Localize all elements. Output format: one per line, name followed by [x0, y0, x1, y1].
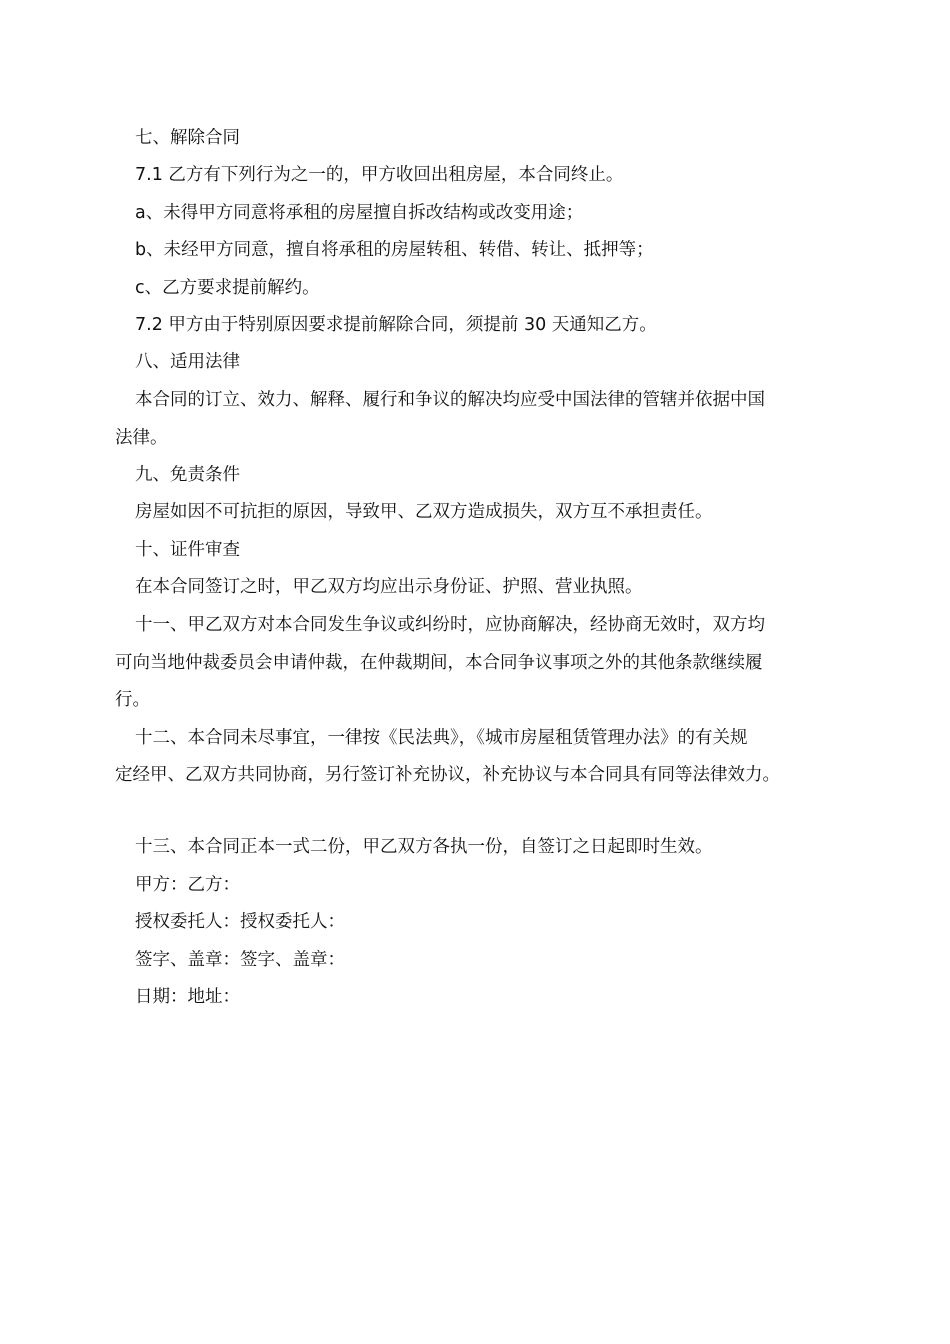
clause-7-1: 7.1 乙方有下列行为之一的，甲方收回出租房屋，本合同终止。	[135, 165, 624, 185]
clause-7-2: 7.2 甲方由于特别原因要求提前解除合同，须提前 30 天通知乙方。	[135, 315, 657, 335]
applicable-law-text-line-1: 本合同的订立、效力、解释、履行和争议的解决均应受中国法律的管辖并依据中国	[135, 390, 765, 410]
signature-sign-seal-label: 签字、盖章：签字、盖章：	[135, 950, 345, 970]
section-heading-exemption: 九、免责条件	[135, 465, 240, 485]
signature-authorized-agent-label: 授权委托人：授权委托人：	[135, 912, 345, 932]
clause-7-1-b: b、未经甲方同意，擅自将承租的房屋转租、转借、转让、抵押等；	[135, 240, 654, 260]
document-check-text: 在本合同签订之时，甲乙双方均应出示身份证、护照、营业执照。	[135, 577, 643, 597]
clause-11-line-2: 可向当地仲裁委员会申请仲裁，在仲裁期间，本合同争议事项之外的其他条款继续履	[115, 653, 763, 673]
clause-7-1-c: c、乙方要求提前解约。	[135, 278, 320, 298]
clause-11-line-1: 十一、甲乙双方对本合同发生争议或纠纷时，应协商解决，经协商无效时，双方均	[135, 615, 765, 635]
clause-11-line-3: 行。	[115, 690, 150, 710]
applicable-law-text-line-2: 法律。	[115, 428, 168, 448]
signature-date-address-label: 日期：地址：	[135, 987, 240, 1007]
exemption-text: 房屋如因不可抗拒的原因，导致甲、乙双方造成损失，双方互不承担责任。	[135, 502, 713, 522]
clause-13: 十三、本合同正本一式二份，甲乙双方各执一份，自签订之日起即时生效。	[135, 837, 713, 857]
signature-party-label: 甲方：乙方：	[135, 875, 240, 895]
section-heading-document-check: 十、证件审查	[135, 540, 240, 560]
clause-12-line-1: 十二、本合同未尽事宜，一律按《民法典》，《城市房屋租赁管理办法》的有关规	[135, 728, 748, 748]
clause-7-1-a: a、未得甲方同意将承租的房屋擅自拆改结构或改变用途；	[135, 203, 584, 223]
section-heading-terminate-contract: 七、解除合同	[135, 128, 240, 148]
section-heading-applicable-law: 八、适用法律	[135, 352, 240, 372]
clause-12-line-2: 定经甲、乙双方共同协商，另行签订补充协议，补充协议与本合同具有同等法律效力。	[115, 765, 780, 785]
